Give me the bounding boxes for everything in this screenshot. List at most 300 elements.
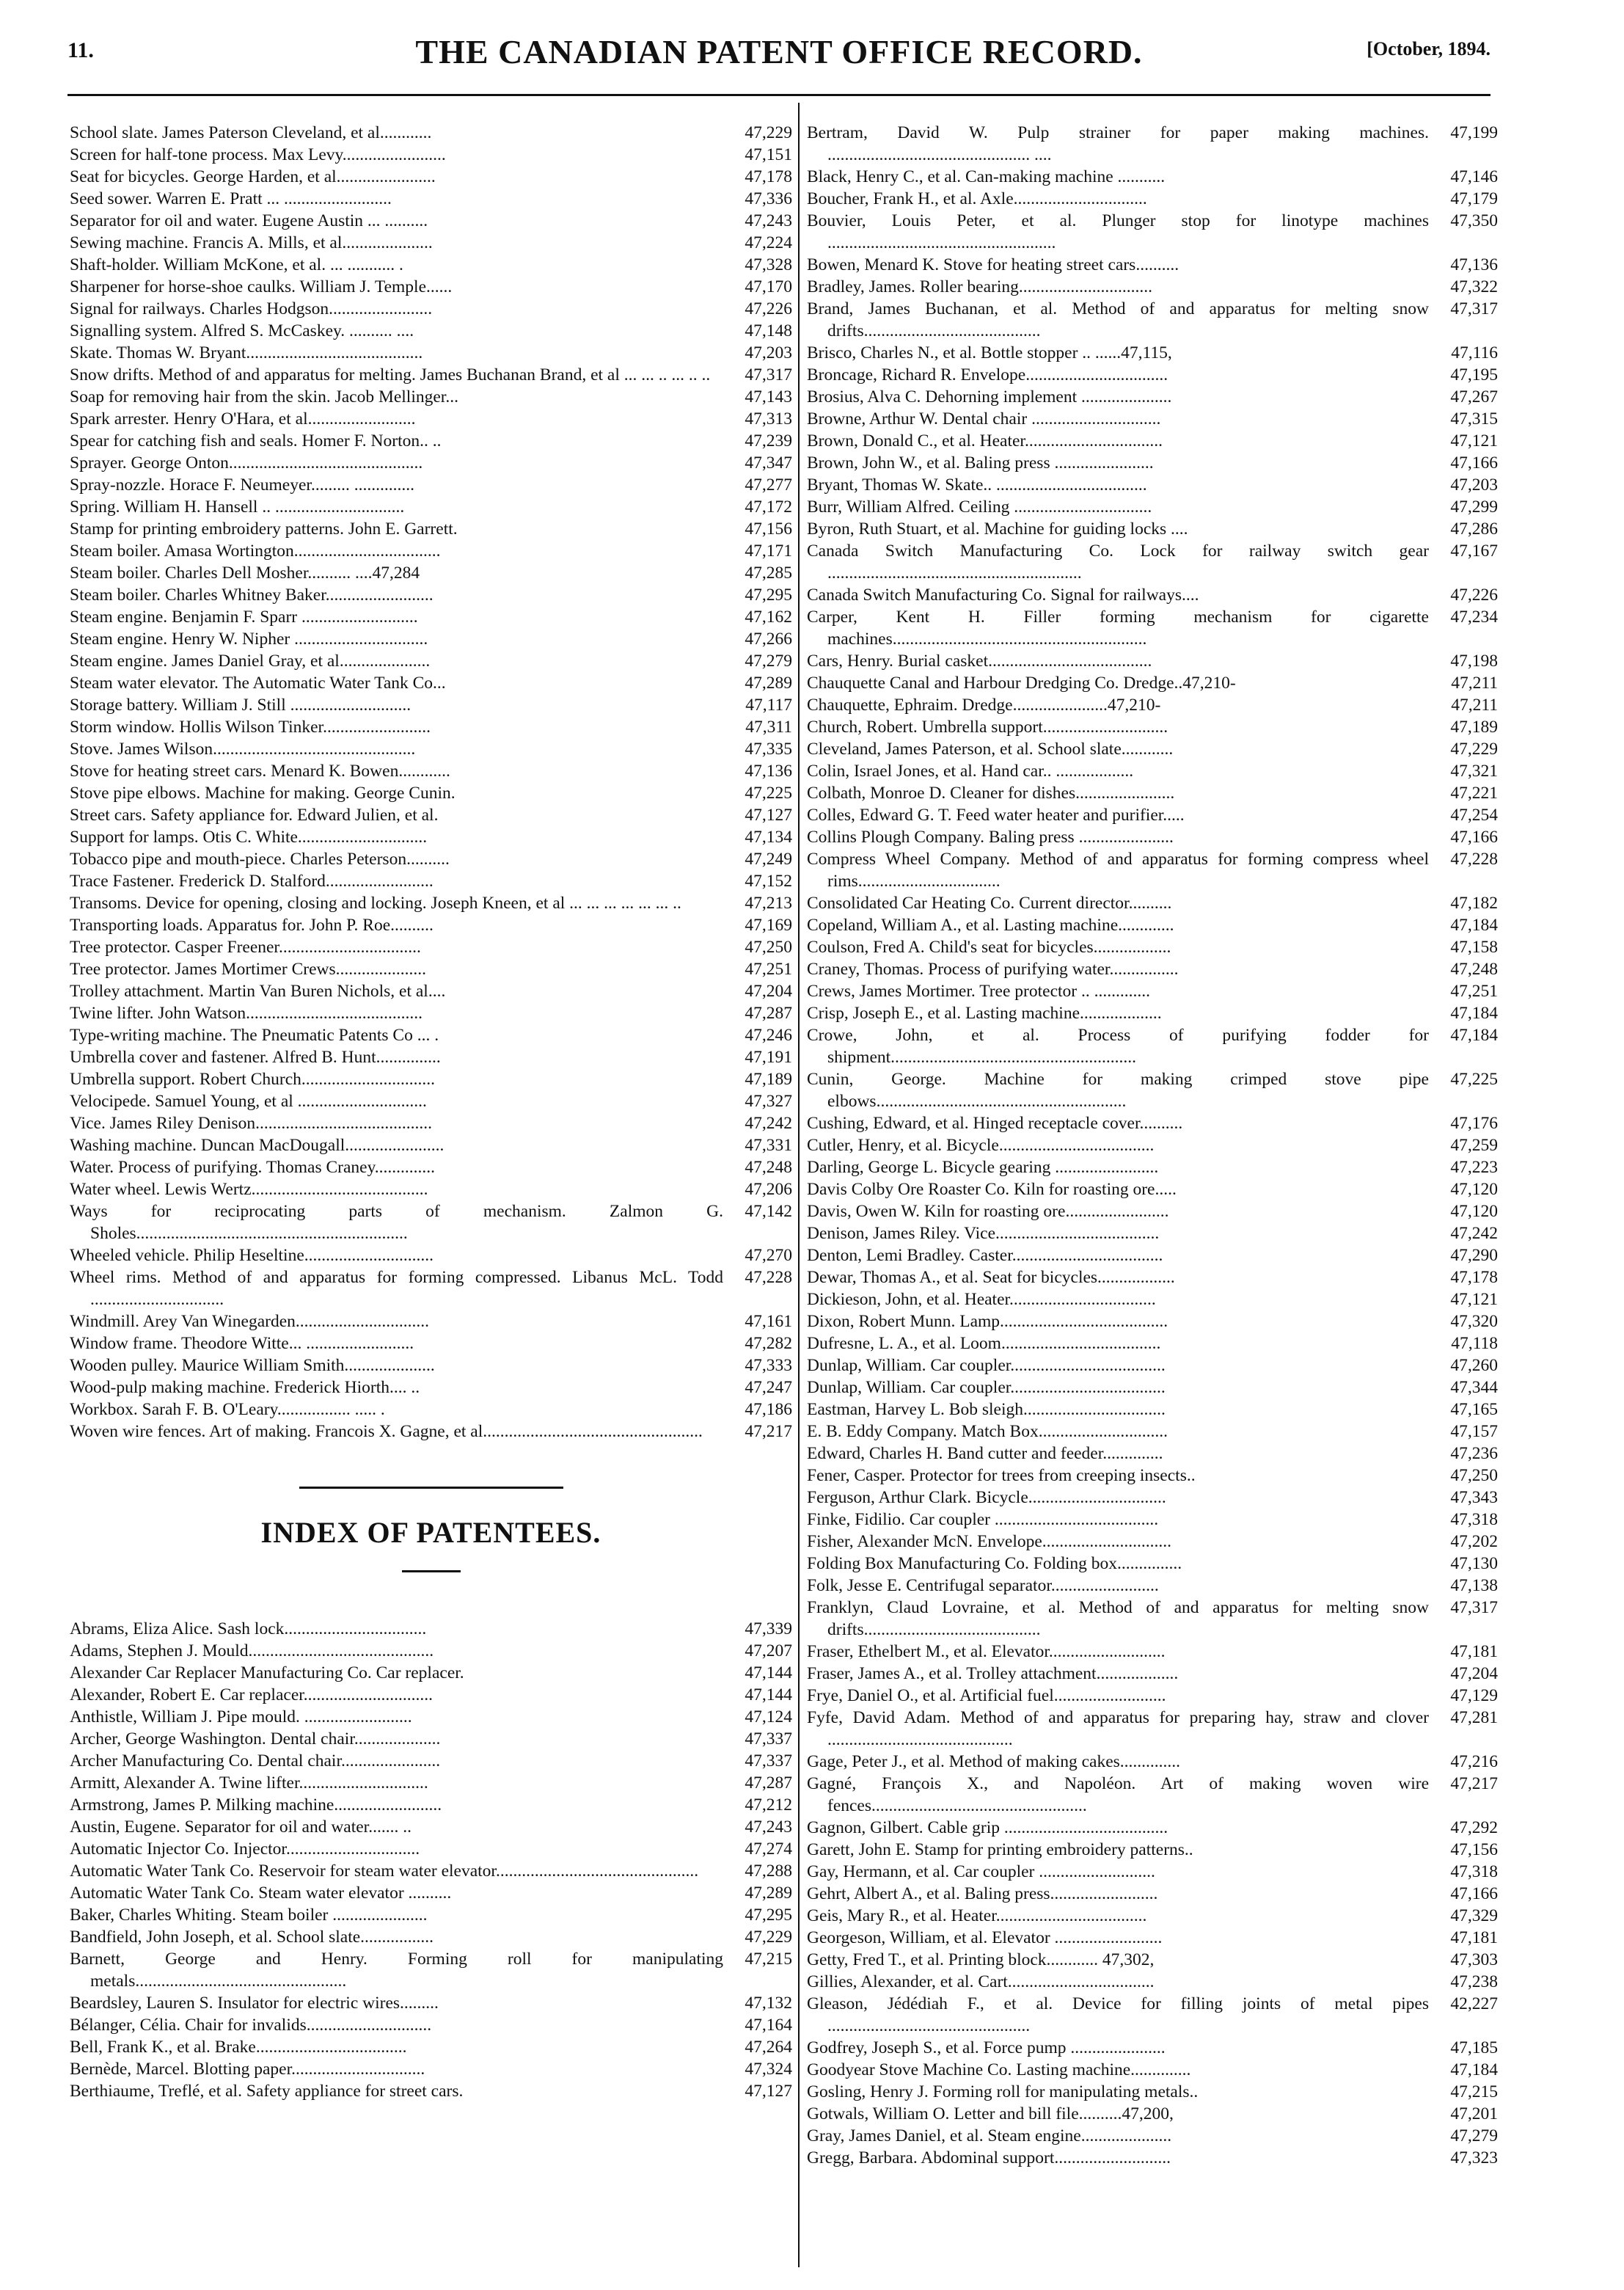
entry-text: Workbox. Sarah F. B. O'Leary................. ..... .	[70, 1400, 385, 1419]
patent-number: 47,138	[1450, 1576, 1498, 1595]
entry-text: Getty, Fred T., et al. Printing block............ 47,302,	[807, 1950, 1155, 1969]
entry-text: Steam boiler. Amasa Wortington..................................	[70, 541, 441, 561]
page-number: 11.	[67, 38, 94, 62]
entry-text: Craney, Thomas. Process of purifying water................	[807, 960, 1179, 979]
patent-number: 47,156	[745, 519, 792, 539]
patent-number: 47,246	[745, 1026, 792, 1045]
index-entry	[70, 1134, 792, 1156]
entry-text: Davis, Owen W. Kiln for roasting ore........................	[807, 1202, 1169, 1221]
patent-number: 47,144	[745, 1685, 792, 1704]
index-entry	[807, 1332, 1498, 1354]
patent-number: 47,248	[745, 1158, 792, 1177]
entry-text: Brisco, Charles N., et al. Bottle stopper .. ......47,115,	[807, 343, 1172, 362]
entry-text: Gotwals, William O. Letter and bill file..........47,200,	[807, 2104, 1174, 2123]
patent-number: 47,221	[1450, 784, 1498, 803]
entry-text: Godfrey, Joseph S., et al. Force pump ......................	[807, 2038, 1166, 2057]
index-entry	[70, 122, 792, 144]
patent-number: 47,234	[1450, 608, 1498, 627]
index-entry	[807, 760, 1498, 782]
index-entry	[70, 716, 792, 738]
index-entry	[70, 1860, 792, 1882]
entry-text: Steam boiler. Charles Whitney Baker.........................	[70, 586, 434, 605]
patent-number: 47,120	[1450, 1180, 1498, 1199]
index-entry	[70, 1310, 792, 1332]
section-rule-short	[402, 1570, 461, 1572]
entry-text: Brosius, Alva C. Dehorning implement .....................	[807, 387, 1172, 406]
entry-text: Fyfe, David Adam. Method of and apparatus for preparing hay, straw and clover ...........................................	[807, 1708, 1429, 1749]
index-entry	[807, 254, 1498, 276]
patent-number: 47,142	[745, 1202, 792, 1221]
index-entry	[807, 408, 1498, 430]
patent-number: 47,152	[745, 872, 792, 891]
patent-number: 47,311	[745, 718, 792, 737]
entry-text: Stove pipe elbows. Machine for making. George Cunin.	[70, 784, 456, 803]
index-entry	[807, 1421, 1498, 1443]
entry-text: Signal for railways. Charles Hodgson........................	[70, 299, 433, 318]
index-entry	[70, 232, 792, 254]
patent-number: 47,289	[745, 1884, 792, 1903]
entry-text: Tree protector. Casper Freener.................................	[70, 938, 421, 957]
entry-text: Austin, Eugene. Separator for oil and water....... ..	[70, 1817, 412, 1837]
index-entry	[70, 1354, 792, 1376]
entry-text: Brand, James Buchanan, et al. Method of and apparatus for melting snow drifts.........................................	[807, 299, 1429, 340]
index-entry	[807, 1839, 1498, 1861]
patent-number: 47,347	[745, 453, 792, 473]
patent-number: 47,217	[745, 1422, 792, 1441]
index-entry	[807, 1641, 1498, 1663]
entry-text: Carper, Kent H. Filler forming mechanism for cigarette machines...........................................................	[807, 608, 1429, 649]
index-entry	[807, 1663, 1498, 1685]
index-entry	[807, 1222, 1498, 1244]
patent-number: 47,229	[1450, 740, 1498, 759]
patent-number: 47,282	[745, 1334, 792, 1353]
entry-text: Steam water elevator. The Automatic Water Tank Co...	[70, 674, 446, 693]
entry-text: Alexander Car Replacer Manufacturing Co. Car replacer.	[70, 1663, 464, 1682]
index-entry	[70, 1376, 792, 1399]
patent-number: 47,184	[1450, 916, 1498, 935]
index-entry	[70, 1112, 792, 1134]
entry-text: Spray-nozzle. Horace F. Neumeyer......... ..............	[70, 475, 414, 495]
index-entry	[807, 672, 1498, 694]
entry-text: Ways for reciprocating parts of mechanism. Zalmon G. Sholes...............................................................	[70, 1202, 723, 1243]
entry-text: Baker, Charles Whiting. Steam boiler ......................	[70, 1906, 428, 1925]
entry-text: Cushing, Edward, et al. Hinged receptacle cover..........	[807, 1114, 1183, 1133]
index-entry	[807, 1002, 1498, 1024]
entry-text: Gage, Peter J., et al. Method of making cakes..............	[807, 1752, 1181, 1771]
entry-text: Fraser, Ethelbert M., et al. Elevator...........................	[807, 1642, 1166, 1661]
patent-number: 47,184	[1450, 1004, 1498, 1023]
entry-text: Gay, Hermann, et al. Car coupler ...........................	[807, 1862, 1155, 1881]
patent-number: 47,337	[745, 1751, 792, 1771]
entry-text: Armstrong, James P. Milking machine.........................	[70, 1795, 442, 1815]
patent-number: 47,124	[745, 1707, 792, 1726]
entry-text: Crowe, John, et al. Process of purifying fodder for shipment.........................................................	[807, 1026, 1429, 1067]
entry-text: Seed sower. Warren E. Pratt ... .........................	[70, 189, 392, 208]
entry-text: Finke, Fidilio. Car coupler ......................................	[807, 1510, 1159, 1529]
index-entry	[70, 562, 792, 584]
entry-text: Gagnon, Gilbert. Cable grip ......................................	[807, 1818, 1168, 1837]
entry-text: Sprayer. George Onton.............................................	[70, 453, 423, 473]
index-entry	[807, 1707, 1498, 1751]
entry-text: Dickieson, John, et al. Heater..................................	[807, 1290, 1156, 1309]
entry-text: Davis Colby Ore Roaster Co. Kiln for roasting ore.....	[807, 1180, 1177, 1199]
index-entry	[70, 650, 792, 672]
index-entry	[807, 1112, 1498, 1134]
index-entry	[807, 1817, 1498, 1839]
entry-text: Washing machine. Duncan MacDougall.......................	[70, 1136, 445, 1155]
patent-number: 47,350	[1450, 211, 1498, 230]
index-entry	[807, 1949, 1498, 1971]
entry-text: Burr, William Alfred. Ceiling ................................	[807, 497, 1152, 517]
index-entry	[70, 452, 792, 474]
entry-text: Wheeled vehicle. Philip Heseltine..............................	[70, 1246, 434, 1265]
patent-number: 47,226	[1450, 586, 1498, 605]
index-entry	[807, 914, 1498, 936]
index-entry	[70, 1882, 792, 1904]
section-title: INDEX OF PATENTEES.	[260, 1516, 601, 1549]
entry-text: Gehrt, Albert A., et al. Baling press.........................	[807, 1884, 1158, 1903]
patent-number: 47,215	[745, 1950, 792, 1969]
patent-number: 47,228	[1450, 850, 1498, 869]
patent-number: 47,287	[745, 1773, 792, 1793]
index-entry	[807, 848, 1498, 892]
index-entry	[807, 276, 1498, 298]
entry-text: Spring. William H. Hansell .. ..............................	[70, 497, 405, 517]
index-entry	[70, 738, 792, 760]
entry-text: Bell, Frank K., et al. Brake...................................	[70, 2038, 407, 2057]
entry-text: Ferguson, Arthur Clark. Bicycle................................	[807, 1488, 1166, 1507]
index-entry	[70, 430, 792, 452]
index-entry	[70, 1332, 792, 1354]
entry-text: Fisher, Alexander McN. Envelope..............................	[807, 1532, 1172, 1551]
entry-text: Archer Manufacturing Co. Dental chair.......................	[70, 1751, 441, 1771]
index-entry	[70, 782, 792, 804]
entry-text: Bélanger, Célia. Chair for invalids.............................	[70, 2016, 432, 2035]
patent-number: 47,260	[1450, 1356, 1498, 1375]
patent-number: 47,206	[745, 1180, 792, 1199]
entry-text: Fraser, James A., et al. Trolley attachment...................	[807, 1664, 1179, 1683]
index-entry	[70, 1816, 792, 1838]
patent-number: 47,136	[745, 762, 792, 781]
entry-text: Seat for bicycles. George Harden, et al.......................	[70, 167, 436, 186]
entry-text: Alexander, Robert E. Car replacer..............................	[70, 1685, 434, 1704]
patent-number: 47,225	[1450, 1070, 1498, 1089]
publication-title: THE CANADIAN PATENT OFFICE RECORD.	[415, 33, 1143, 70]
column-divider	[798, 103, 800, 2267]
index-entry	[807, 540, 1498, 584]
entry-text: Chauquette, Ephraim. Dredge......................47,210-	[807, 696, 1161, 715]
entry-text: Abrams, Eliza Alice. Sash lock.................................	[70, 1619, 427, 1638]
patent-number: 47,267	[1450, 387, 1498, 406]
patent-number: 47,167	[1450, 541, 1498, 561]
patent-number: 47,148	[745, 321, 792, 340]
entry-text: Canada Switch Manufacturing Co. Lock for railway switch gear ...........................................................	[807, 541, 1429, 583]
index-entry	[70, 1024, 792, 1046]
entry-text: Folding Box Manufacturing Co. Folding box...............	[807, 1554, 1182, 1573]
patent-number: 47,270	[745, 1246, 792, 1265]
entry-text: Bernède, Marcel. Blotting paper...............................	[70, 2060, 425, 2079]
entry-text: Street cars. Safety appliance for. Edward Julien, et al.	[70, 806, 439, 825]
patent-number: 47,164	[745, 2016, 792, 2035]
patent-number: 47,162	[745, 608, 792, 627]
entry-text: Bertram, David W. Pulp strainer for paper making machines. ............................................... ....	[807, 123, 1429, 164]
patent-number: 47,182	[1450, 894, 1498, 913]
patent-number: 47,286	[1450, 519, 1498, 539]
patent-number: 47,176	[1450, 1114, 1498, 1133]
patent-number: 47,223	[1450, 1158, 1498, 1177]
entry-text: Umbrella support. Robert Church...............................	[70, 1070, 436, 1089]
index-entry	[807, 782, 1498, 804]
index-entry	[70, 1926, 792, 1948]
entry-text: Bandfield, John Joseph, et al. School slate.................	[70, 1928, 434, 1947]
patent-number: 47,327	[745, 1092, 792, 1111]
index-entry	[807, 2081, 1498, 2103]
index-entry	[807, 1971, 1498, 1993]
patent-number: 47,320	[1450, 1312, 1498, 1331]
patent-number: 47,130	[1450, 1554, 1498, 1573]
patent-number: 47,315	[1450, 409, 1498, 429]
index-entry	[807, 166, 1498, 188]
index-entry	[70, 1156, 792, 1178]
entry-text: Trolley attachment. Martin Van Buren Nichols, et al....	[70, 982, 446, 1001]
index-entry	[807, 1200, 1498, 1222]
patent-number: 47,127	[745, 2082, 792, 2101]
index-entry	[70, 848, 792, 870]
entry-text: Type-writing machine. The Pneumatic Patents Co ... .	[70, 1026, 439, 1045]
entry-text: Folk, Jesse E. Centrifugal separator.........................	[807, 1576, 1159, 1595]
index-entry	[807, 2125, 1498, 2147]
index-entry	[807, 122, 1498, 166]
patent-number: 47,329	[1450, 1906, 1498, 1925]
patent-number: 47,243	[745, 1817, 792, 1837]
patent-number: 47,251	[1450, 982, 1498, 1001]
patent-number: 47,198	[1450, 652, 1498, 671]
patent-number: 47,156	[1450, 1840, 1498, 1859]
patent-number: 47,251	[745, 960, 792, 979]
index-entry	[70, 298, 792, 320]
patent-number: 47,172	[745, 497, 792, 517]
entry-text: Gray, James Daniel, et al. Steam engine.....................	[807, 2126, 1172, 2145]
index-entry	[807, 1685, 1498, 1707]
index-entry	[70, 1178, 792, 1200]
patent-number: 47,249	[745, 850, 792, 869]
patent-number: 47,287	[745, 1004, 792, 1023]
patent-number: 47,336	[745, 189, 792, 208]
index-entry	[70, 540, 792, 562]
patent-number: 47,217	[1450, 1774, 1498, 1793]
index-entry	[70, 1399, 792, 1421]
patent-number: 47,118	[1451, 1334, 1498, 1353]
patent-number: 47,202	[1450, 1532, 1498, 1551]
entry-text: Barnett, George and Henry. Forming roll for manipulating metals.................................................	[70, 1950, 723, 1991]
patent-number: 47,303	[1450, 1950, 1498, 1969]
entry-text: Anthistle, William J. Pipe mould. .........................	[70, 1707, 412, 1726]
patentee-index-left	[70, 1618, 792, 2102]
index-entry	[807, 1399, 1498, 1421]
patent-number: 47,191	[745, 1048, 792, 1067]
entry-text: Transporting loads. Apparatus for. John P. Roe..........	[70, 916, 434, 935]
index-entry	[70, 518, 792, 540]
entry-text: Skate. Thomas W. Bryant.........................................	[70, 343, 423, 362]
patent-number: 47,248	[1450, 960, 1498, 979]
index-entry	[70, 1200, 792, 1244]
patent-number: 47,264	[745, 2038, 792, 2057]
entry-text: Water. Process of purifying. Thomas Craney..............	[70, 1158, 436, 1177]
patent-number: 47,228	[745, 1268, 792, 1287]
entry-text: Adams, Stephen J. Mould...........................................	[70, 1641, 434, 1660]
entry-text: Armitt, Alexander A. Twine lifter..............................	[70, 1773, 428, 1793]
entry-text: Spark arrester. Henry O'Hara, et al.........................	[70, 409, 416, 429]
index-entry	[70, 1002, 792, 1024]
index-entry	[70, 760, 792, 782]
patent-number: 47,295	[745, 586, 792, 605]
patent-number: 47,299	[1450, 497, 1498, 517]
entry-text: Coulson, Fred A. Child's seat for bicycles..................	[807, 938, 1171, 957]
index-entry	[70, 936, 792, 958]
patent-number: 47,250	[1450, 1466, 1498, 1485]
index-entry	[70, 606, 792, 628]
patent-number: 47,318	[1450, 1510, 1498, 1529]
patent-number: 47,170	[745, 277, 792, 296]
index-entry	[807, 386, 1498, 408]
entry-text: Bowen, Menard K. Stove for heating street cars..........	[807, 255, 1179, 274]
patent-number: 47,129	[1450, 1686, 1498, 1705]
index-entry	[807, 452, 1498, 474]
entry-text: Twine lifter. John Watson.........................................	[70, 1004, 423, 1023]
entry-text: Darling, George L. Bicycle gearing ........................	[807, 1158, 1159, 1177]
entry-text: Signalling system. Alfred S. McCaskey. .......... ....	[70, 321, 414, 340]
patent-number: 47,331	[745, 1136, 792, 1155]
index-entry	[70, 1992, 792, 2014]
entry-text: Gagné, François X., and Napoléon. Art of making woven wire fences..................................................	[807, 1774, 1429, 1815]
index-entry	[807, 694, 1498, 716]
entry-text: Eastman, Harvey L. Bob sleigh.................................	[807, 1400, 1166, 1419]
entry-text: Automatic Water Tank Co. Steam water elevator ..........	[70, 1884, 452, 1903]
patent-number: 47,238	[1450, 1972, 1498, 1991]
patent-number: 47,134	[745, 828, 792, 847]
index-entry	[70, 320, 792, 342]
index-entry	[807, 1883, 1498, 1905]
patent-number: 47,181	[1450, 1642, 1498, 1661]
entry-text: Brown, John W., et al. Baling press .......................	[807, 453, 1154, 473]
entry-text: Dunlap, William. Car coupler....................................	[807, 1378, 1166, 1397]
index-entry	[70, 1618, 792, 1640]
patent-number: 47,247	[745, 1378, 792, 1397]
index-entry	[807, 1024, 1498, 1068]
entry-text: Tobacco pipe and mouth-piece. Charles Peterson..........	[70, 850, 450, 869]
index-entry	[807, 1288, 1498, 1310]
entry-text: Colin, Israel Jones, et al. Hand car.. ..................	[807, 762, 1134, 781]
index-entry	[70, 584, 792, 606]
patent-number: 47,127	[745, 806, 792, 825]
entry-text: Franklyn, Claud Lovraine, et al. Method of and apparatus for melting snow drifts.........................................	[807, 1598, 1429, 1639]
patent-number: 47,277	[745, 475, 792, 495]
index-entry	[807, 1905, 1498, 1927]
index-entry	[70, 2036, 792, 2058]
entry-text: Crews, James Mortimer. Tree protector .. .............	[807, 982, 1150, 1001]
patent-number: 47,195	[1450, 365, 1498, 384]
index-entry	[807, 1993, 1498, 2037]
entry-text: Copeland, William A., et al. Lasting machine.............	[807, 916, 1174, 935]
index-entry	[70, 826, 792, 848]
entry-text: Spear for catching fish and seals. Homer F. Norton.. ..	[70, 431, 442, 451]
patent-number: 47,225	[745, 784, 792, 803]
patent-number: 47,189	[1450, 718, 1498, 737]
index-entry	[807, 1465, 1498, 1487]
patent-number: 47,143	[745, 387, 792, 406]
index-entry	[807, 1509, 1498, 1531]
entry-text: Church, Robert. Umbrella support.............................	[807, 718, 1168, 737]
entry-text: Separator for oil and water. Eugene Austin ... ..........	[70, 211, 428, 230]
index-entry	[70, 1640, 792, 1662]
patentee-index-right	[807, 122, 1498, 2169]
index-entry	[807, 1443, 1498, 1465]
index-entry	[70, 1706, 792, 1728]
index-entry	[807, 430, 1498, 452]
patent-number: 47,158	[1450, 938, 1498, 957]
page-header	[67, 32, 1491, 79]
index-entry	[807, 1244, 1498, 1266]
index-entry	[70, 914, 792, 936]
patent-number: 47,215	[1450, 2082, 1498, 2101]
entry-text: Stove for heating street cars. Menard K. Bowen............	[70, 762, 450, 781]
patent-number: 47,132	[745, 1994, 792, 2013]
patent-number: 47,166	[1450, 828, 1498, 847]
entry-text: Dunlap, William. Car coupler....................................	[807, 1356, 1166, 1375]
patent-number: 47,120	[1450, 1202, 1498, 1221]
patent-number: 47,169	[745, 916, 792, 935]
entry-text: Cars, Henry. Burial casket......................................	[807, 652, 1152, 671]
patent-number: 47,144	[745, 1663, 792, 1682]
entry-text: Collins Plough Company. Baling press ......................	[807, 828, 1174, 847]
patent-number: 47,317	[1450, 299, 1498, 318]
entry-text: Wheel rims. Method of and apparatus for forming compressed. Libanus McL. Todd ...............................	[70, 1268, 723, 1309]
patent-number: 47,211	[1451, 696, 1498, 715]
index-entry	[70, 1068, 792, 1090]
index-entry	[807, 826, 1498, 848]
patent-number: 47,259	[1450, 1136, 1498, 1155]
patent-number: 47,157	[1450, 1422, 1498, 1441]
patent-number: 47,211	[1451, 674, 1498, 693]
index-entry	[807, 2103, 1498, 2125]
patent-number: 47,236	[1450, 1444, 1498, 1463]
issue-date: [October, 1894.	[1367, 38, 1491, 59]
entry-text: Tree protector. James Mortimer Crews.....................	[70, 960, 427, 979]
entry-text: Broncage, Richard R. Envelope.................................	[807, 365, 1168, 384]
patent-number: 47,117	[745, 696, 792, 715]
patent-number: 42,227	[1450, 1994, 1498, 2013]
patent-number: 47,178	[745, 167, 792, 186]
index-entry	[70, 364, 792, 386]
entry-text: Snow drifts. Method of and apparatus for melting. James Buchanan Brand, et al ... ... .. ... .. ..	[70, 365, 711, 384]
index-entry	[807, 936, 1498, 958]
entry-text: Brown, Donald C., et al. Heater................................	[807, 431, 1163, 451]
index-entry	[807, 1266, 1498, 1288]
entry-text: Dewar, Thomas A., et al. Seat for bicycles..................	[807, 1268, 1175, 1287]
index-entry	[70, 276, 792, 298]
index-entry	[807, 606, 1498, 650]
patent-number: 47,166	[1450, 453, 1498, 473]
index-entry	[70, 1684, 792, 1706]
index-entry	[807, 496, 1498, 518]
index-entry	[70, 386, 792, 408]
patent-number: 47,212	[745, 1795, 792, 1815]
entry-text: Consolidated Car Heating Co. Current director..........	[807, 894, 1172, 913]
index-entry	[807, 1156, 1498, 1178]
entry-text: Wood-pulp making machine. Frederick Hiorth.... ..	[70, 1378, 420, 1397]
entry-text: Velocipede. Samuel Young, et al ..............................	[70, 1092, 427, 1111]
entry-text: Cleveland, James Paterson, et al. School slate............	[807, 740, 1174, 759]
